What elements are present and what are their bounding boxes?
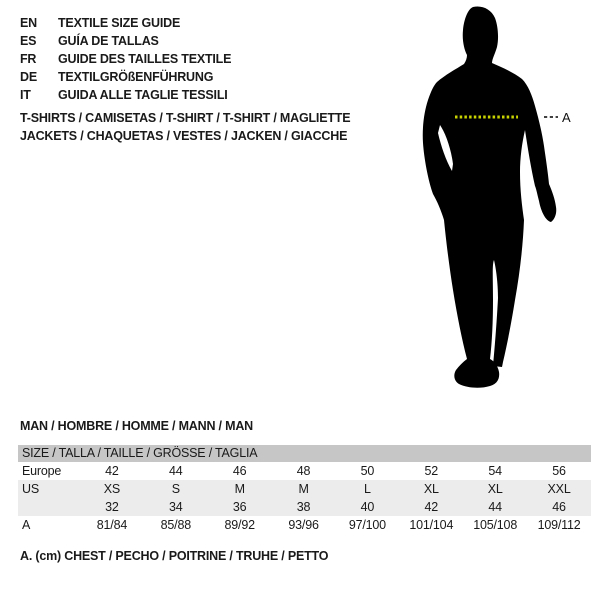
size-cell: 52	[424, 464, 439, 478]
product-line-jackets: JACKETS / CHAQUETAS / VESTES / JACKEN / GIACCHE	[20, 129, 348, 143]
language-title: TEXTILGRÖßENFÜHRUNG	[58, 70, 214, 84]
language-title: GUÍA DE TALLAS	[58, 34, 159, 48]
size-table-header: SIZE / TALLA / TAILLE / GRÖSSE / TAGLIA	[18, 445, 591, 462]
language-code: FR	[20, 52, 37, 66]
language-title: GUIDE DES TAILLES TEXTILE	[58, 52, 232, 66]
size-cell: M	[298, 482, 309, 496]
size-cell: 46	[232, 464, 247, 478]
size-cell: 89/92	[224, 518, 255, 532]
language-title: GUIDA ALLE TAGLIE TESSILI	[58, 88, 228, 102]
size-cell: 81/84	[96, 518, 128, 532]
size-cell: 56	[552, 464, 566, 478]
size-cell: 44	[488, 500, 502, 514]
table-row-us	[18, 480, 591, 498]
language-row-fr	[20, 50, 231, 68]
product-line-tshirts: T-SHIRTS / CAMISETAS / T-SHIRT / T-SHIRT / MAGLIETTE	[20, 111, 351, 125]
language-title-block	[20, 14, 231, 104]
size-cell: 46	[552, 500, 566, 514]
size-cell: 105/108	[473, 518, 518, 532]
size-cell: M	[234, 482, 245, 496]
row-label	[18, 498, 80, 516]
language-row-it	[20, 86, 231, 104]
language-code: EN	[20, 16, 37, 30]
size-cell: XXL	[547, 482, 571, 496]
size-cell: 54	[488, 464, 502, 478]
table-row-numeric	[18, 498, 591, 516]
size-cell: XL	[423, 482, 439, 496]
size-cell: 48	[296, 464, 311, 478]
section-title-man: MAN / HOMBRE / HOMME / MANN / MAN	[20, 419, 253, 433]
size-cell: 34	[169, 500, 183, 514]
product-category-block	[20, 109, 350, 145]
size-cell: 40	[360, 500, 375, 514]
row-label: A	[22, 518, 31, 532]
size-table	[18, 445, 591, 534]
size-cell: XS	[103, 482, 121, 496]
size-cell: 32	[105, 500, 119, 514]
size-cell: 42	[424, 500, 439, 514]
language-row-es	[20, 32, 231, 50]
size-cell: 93/96	[288, 518, 319, 532]
language-code: IT	[20, 88, 31, 102]
man-figure	[410, 0, 600, 410]
language-row-de	[20, 68, 231, 86]
size-cell: 42	[105, 464, 119, 478]
language-row-en	[20, 14, 231, 32]
size-cell: 38	[296, 500, 311, 514]
language-code: ES	[20, 34, 37, 48]
table-row-chest-cm	[18, 516, 591, 534]
size-cell: 44	[169, 464, 183, 478]
size-cell: 85/88	[160, 518, 191, 532]
row-label: US	[22, 482, 39, 496]
row-label: Europe	[22, 464, 62, 478]
table-row-europe	[18, 462, 591, 480]
size-cell: 50	[360, 464, 375, 478]
size-cell: S	[171, 482, 180, 496]
measurement-label-a: A	[562, 110, 571, 125]
measurement-footnote: A. (cm) CHEST / PECHO / POITRINE / TRUHE / PETTO	[20, 549, 329, 563]
size-cell: 97/100	[348, 518, 386, 532]
size-cell: 109/112	[537, 518, 581, 532]
man-silhouette	[423, 6, 557, 387]
size-cell: L	[364, 482, 371, 496]
size-cell: 101/104	[409, 518, 454, 532]
size-cell: XL	[487, 482, 503, 496]
language-code: DE	[20, 70, 37, 84]
language-title: TEXTILE SIZE GUIDE	[58, 16, 181, 30]
man-silhouette-svg	[410, 0, 600, 410]
size-cell: 36	[232, 500, 247, 514]
